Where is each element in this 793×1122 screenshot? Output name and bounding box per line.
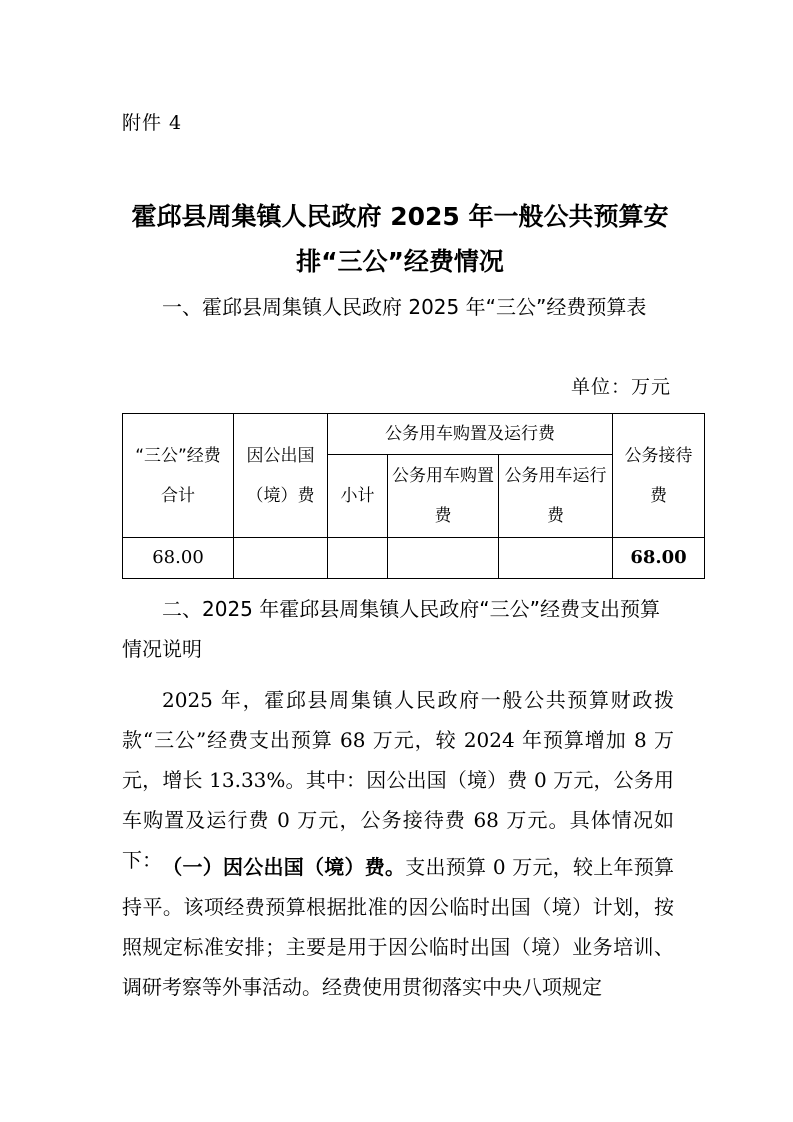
cell-vehicle-operation (499, 538, 613, 579)
section2-heading-text: 二、2025 年霍邱县周集镇人民政府“三公”经费支出预算情况说明 (122, 597, 660, 661)
cell-reception: 68.00 (613, 538, 705, 579)
header-total: “三公”经费合计 (123, 414, 234, 538)
cell-total: 68.00 (123, 538, 234, 579)
cell-overseas (234, 538, 328, 579)
table-header-row (123, 414, 705, 455)
cell-vehicle-purchase (388, 538, 499, 579)
section1-heading-text: 一、霍邱县周集镇人民政府 2025 年“三公”经费预算表 (162, 295, 647, 319)
header-vehicle-operation: 公务用车运行费 (499, 455, 613, 538)
paragraph-overseas-text: 支出预算 0 万元，较上年预算持平。该项经费预算根据批准的因公临时出国（境）计划，按照规定标准安排；主要是用于因公临时出国（境）业务培训、调研考察等外事活动。经费使用贯彻落实中央八项规定 (122, 855, 674, 999)
paragraph-summary-text: 2025 年，霍邱县周集镇人民政府一般公共预算财政拨款“三公”经费支出预算 68 万元，较 2024 年预算增加 8 万元，增长 13.33%。其中：因公出国（境）费 0 万元，公务用车购置及运行费 0 万元，公务接待费 68 万元。具体情况如下： (122, 688, 674, 872)
cell-subtotal (328, 538, 388, 579)
attachment-label: 附件 4 (122, 112, 183, 134)
header-reception: 公务接待费 (613, 414, 705, 538)
header-vehicle-purchase: 公务用车购置费 (388, 455, 499, 538)
section1-heading (122, 287, 674, 327)
unit-label: 单位：万元 (570, 376, 671, 398)
paragraph-overseas (122, 847, 674, 1007)
table-row (123, 538, 705, 579)
header-overseas: 因公出国（境）费 (234, 414, 328, 538)
header-vehicle-group: 公务用车购置及运行费 (328, 414, 613, 455)
document-title: 霍邱县周集镇人民政府 2025 年一般公共预算安排“三公”经费情况 (131, 202, 669, 276)
header-subtotal: 小计 (328, 455, 388, 538)
section2-heading (122, 589, 674, 669)
paragraph-overseas-lead: （一）因公出国（境）费。 (162, 855, 406, 879)
budget-table (122, 413, 705, 579)
